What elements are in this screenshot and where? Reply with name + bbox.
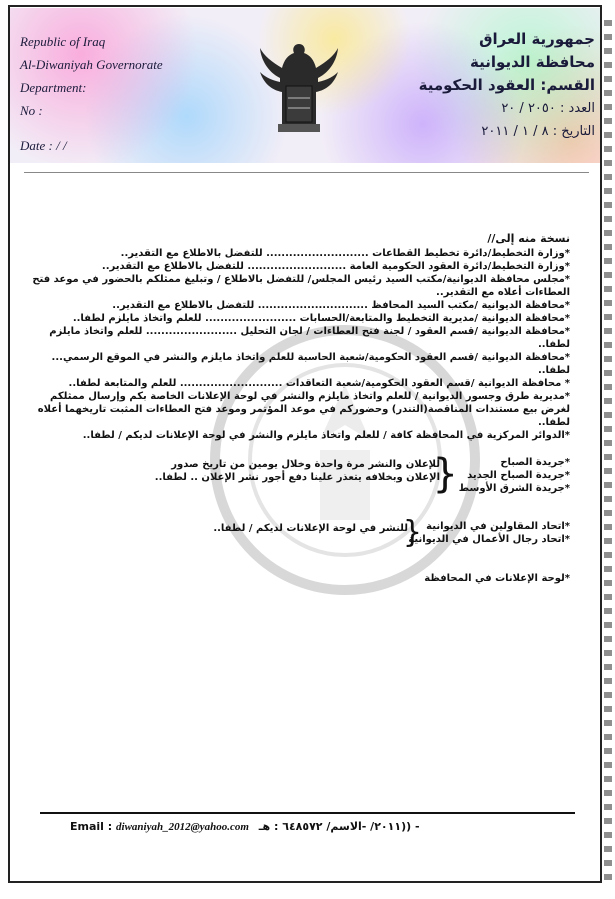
recipient-item: * محافظة الديوانية /قسم العقود الحكومية/شعبة التعاقدات ........................... للعلم والمتابعة لطفا.. [68,378,570,389]
email-label: Email : [70,820,113,833]
unions-group [30,515,570,556]
recipient-item: *وزارة التخطيط/دائرة العقود الحكومية العامة .......................... للتفضل بالاطلاع مع التقدير.. [101,261,570,272]
recipient-item: *محافظة الديوانية /مديرية التخطيط والمتابعة/الحسابات ........................ للعلم واتخاذ مايلزم لطفا.. [72,313,570,324]
newspaper-item: *جريدة الشرق الأوسط [458,483,570,494]
english-date: Date : / / [20,138,67,153]
newspaper-item: *جريدة الصباح [500,457,570,468]
letterhead-english [20,30,163,157]
arabic-date: التاريخ : ٨ / ١ / ٢٠١١ [481,124,595,139]
newspapers-group [30,451,570,504]
recipient-item: *محافظة الديوانية /قسم العقود / لجنة فتح العطاءات / لجان التحليل ........................ للعلم واتخاذ مايلزم لطفا.. [49,326,570,350]
newspaper-names [459,456,570,495]
union-names [408,520,570,546]
letterhead-arabic [419,28,595,143]
footer [70,820,420,833]
english-number: No : [20,103,43,118]
curly-brace-icon: { [432,451,458,497]
newspaper-item: *جريدة الصباح الجديد [467,470,570,481]
scan-edge-mark [604,20,612,880]
header-divider [24,172,589,173]
arabic-number: العدد : ٢٠٥٠ / ٢٠ [501,101,595,116]
arabic-governorate: محافظة الديوانية [470,53,595,71]
recipient-item: *مديرية طرق وجسور الديوانية / للعلم واتخاذ مايلزم والنشر في لوحة الإعلانات الخاصة بكم وإرسال ممثلكم لغرض بيع مستندات المناقصة(التندر) وحضوركم في موعد المؤتمر وموعد فتح العطاءات المثبت تاريخهما أعلاه لطفا.. [37,391,570,428]
footer-reference: - ((٢٠١١/ -الاسم/ ٦٤٨٥٧٢ : هـ [258,820,420,833]
curly-brace-icon: { [402,515,422,550]
recipient-item: *الدوائر المركزية في المحافظة كافة / للعلم واتخاذ مايلزم والنشر في لوحة الإعلانات لديكم / لطفا.. [82,430,570,441]
unions-note: للنشر في لوحة الإعلانات لديكم / لطفا.. [213,523,408,534]
email-address[interactable]: diwaniyah_2012@yahoo.com [116,821,249,833]
english-governorate: Al-Diwaniyah Governorate [20,57,163,72]
recipient-item: *وزارة التخطيط/دائرة تخطيط القطاعات ........................... للتفضل بالاطلاع مع التقدير.. [120,248,570,259]
arabic-department: القسم: العقود الحكومية [418,76,595,94]
copy-to-heading: نسخة منه إلى// [487,232,570,245]
english-country: Republic of Iraq [20,34,106,49]
footer-divider [40,812,575,814]
arabic-country: جمهورية العراق [479,30,595,48]
english-department: Department: [20,80,87,95]
union-item: *اتحاد المقاولين في الديوانية [426,521,570,532]
recipient-item: *محافظة الديوانية /مكتب السيد المحافظ ............................. للتفضل بالاطلاع مع التقدير.. [112,300,570,311]
iraq-eagle-emblem-icon [258,38,340,138]
union-item: *اتحاد رجال الأعمال في الديوانية [408,534,570,545]
recipient-item: *محافظة الديوانية /قسم العقود الحكومية/شعبة الحاسبة للعلم واتخاذ مايلزم والنشر في الموقع الرسمي... لطفا.. [51,352,570,376]
newspapers-note: للإعلان والنشر مرة واحدة وخلال يومين من تاريخ صدور الإعلان وبخلافه يتعذر علينا دفع أجور نشر الإعلان .. لطفا.. [154,459,440,483]
notice-board-item: *لوحة الإعلانات في المحافظة [424,573,570,584]
recipient-item: *مجلس محافظة الديوانية/مكتب السيد رئيس المجلس/ للتفضل بالاطلاع / وتبليغ ممثلكم بالحضور في موعد فتح العطاءات أعلاه مع التقدير.. [32,274,570,298]
letter-body [30,232,570,585]
